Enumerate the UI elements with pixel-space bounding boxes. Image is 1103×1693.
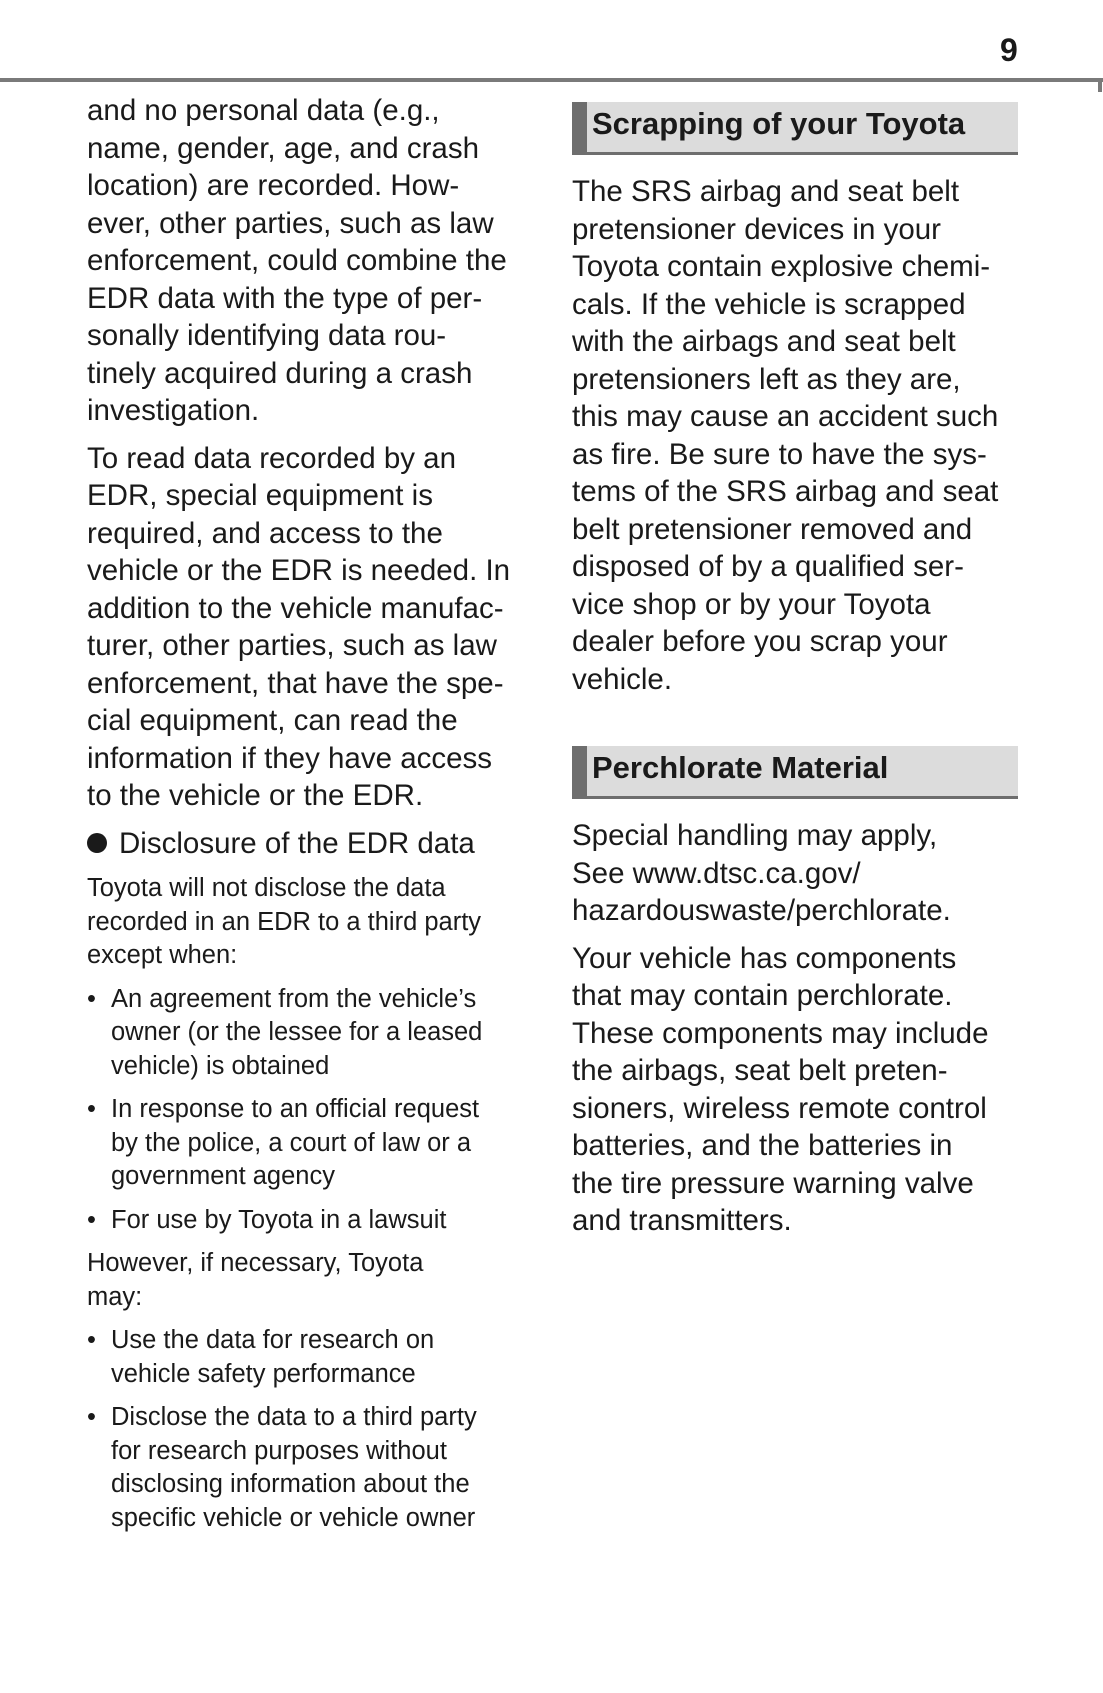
list-item — [87, 1093, 527, 1194]
however-intro: However, if necessary, Toyota may: — [87, 1249, 424, 1311]
except-list — [87, 983, 527, 1238]
header-rule-tick — [1098, 78, 1102, 92]
list-item — [87, 1324, 527, 1391]
scrapping-section-heading — [572, 102, 1018, 155]
page-number: 9 — [1000, 32, 1018, 68]
section-spacer — [572, 708, 1018, 746]
perchlorate-section-title: Perchlorate Material — [592, 750, 889, 785]
list-item-text: An agreement from the vehicle’s owner (or the lessee for a leased vehicle) is obtained — [111, 984, 483, 1080]
perchlorate-section-heading — [572, 746, 1018, 799]
bullet-icon: • — [87, 1326, 96, 1354]
disclosure-heading-text: Disclosure of the EDR data — [119, 826, 475, 860]
header-rule — [0, 78, 1103, 82]
list-item-text: Disclose the data to a third party for research purposes without disclosing information about the specific vehicle or vehicle owner — [111, 1403, 477, 1532]
section-heading-bar — [572, 746, 587, 796]
bullet-icon: • — [87, 984, 96, 1013]
left-column — [87, 92, 527, 1545]
scrapping-body: The SRS airbag and seat belt pretensioner devices in your Toyota contain explosive chemi- cals. If the vehicle is scrapped with the airbags and seat belt pretensioners left as they are, this may cause an accident such as fire. Be sure to have the sys- tems of the SRS airbag and seat belt pretensioner removed and disposed of by a qualified ser- vice shop or by your Toyota dealer before you scrap your vehicle. — [572, 175, 999, 696]
bullet-dot-icon — [87, 833, 107, 853]
may-list — [87, 1324, 527, 1535]
edr-privacy-paragraph: and no personal data (e.g., name, gender, age, and crash location) are recorded. How- ever, other parties, such as law enforcement, could combine the EDR data with the type of per- sonally identifying data rou- tinely acquired during a crash investigation. — [87, 94, 507, 427]
list-item-text: In response to an official request by the police, a court of law or a government agency — [111, 1095, 480, 1190]
list-item — [87, 983, 527, 1084]
list-item — [87, 1204, 527, 1238]
perchlorate-components: Your vehicle has components that may contain perchlorate. These components may include the airbags, seat belt preten- sioners, wireless remote control batteries, and the batteries in the tire pressure warning valve and transmitters. — [572, 941, 989, 1237]
section-heading-bar — [572, 102, 587, 152]
disclosure-intro: Toyota will not disclose the data recorded in an EDR to a third party except when: — [87, 874, 482, 969]
bullet-icon: • — [87, 1403, 96, 1431]
bullet-icon: • — [87, 1095, 96, 1123]
list-item — [87, 1401, 527, 1535]
list-item-text: For use by Toyota in a lawsuit — [111, 1205, 447, 1234]
right-column — [572, 102, 1018, 1250]
scrapping-section-title: Scrapping of your Toyota — [592, 106, 966, 141]
list-item-text: Use the data for research on vehicle safety performance — [111, 1326, 435, 1388]
perchlorate-handling: Special handling may apply, See www.dtsc.ca.gov/ hazardouswaste/perchlorate. — [572, 819, 951, 927]
edr-reading-paragraph: To read data recorded by an EDR, special equipment is required, and access to the vehicle or the EDR is needed. In addition to the vehicle manufac- turer, other parties, such as law enforcement, that have the spe- cial equipment, can read the information if they have access to the vehicle or the EDR. — [87, 441, 511, 812]
disclosure-heading — [87, 825, 527, 863]
bullet-icon: • — [87, 1205, 96, 1234]
